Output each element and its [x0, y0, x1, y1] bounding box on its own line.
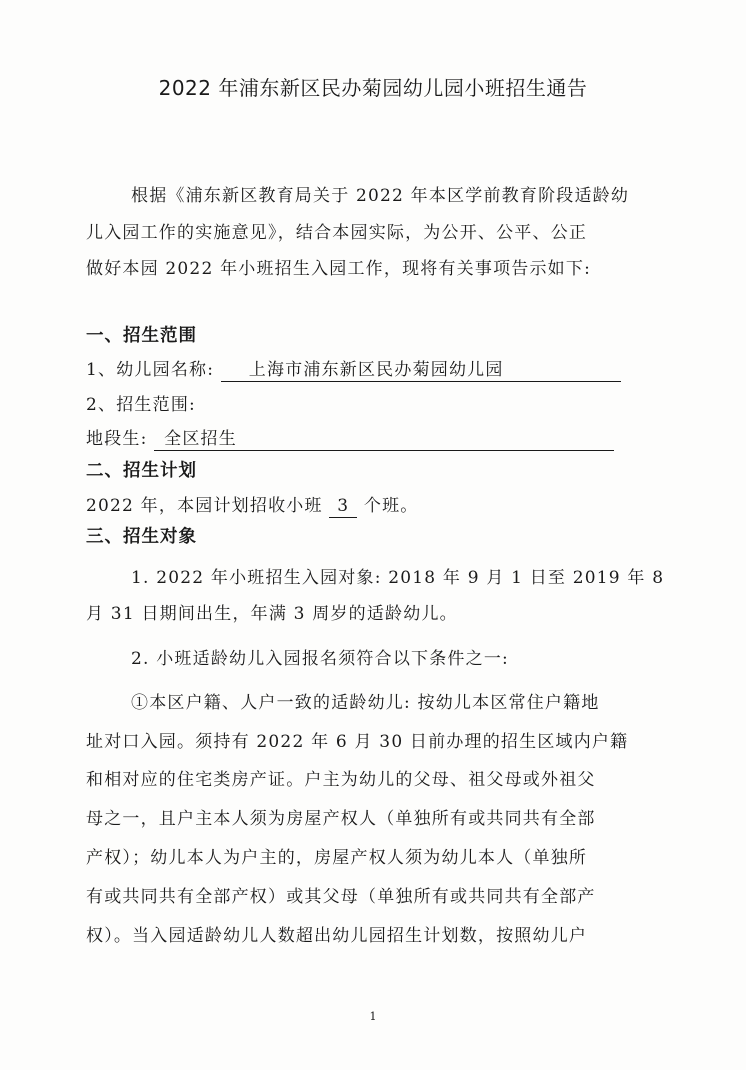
intro-line-2: 儿入园工作的实施意见》，结合本园实际，为公开、公平、公正 — [86, 223, 588, 243]
plan-suffix: 个班。 — [363, 496, 419, 516]
target-line-10: 权）。当入园适龄幼儿人数超出幼儿园招生计划数，按照幼儿户 — [86, 926, 588, 946]
target-line-8: 产权）；幼儿本人为户主的，房屋产权人须为幼儿本人（单独所 — [86, 848, 588, 868]
target-line-6: 和相对应的住宅类房产证。户主为幼儿的父母、祖父母或外祖父 — [86, 770, 596, 790]
page-title: 2022 年浦东新区民办菊园幼儿园小班招生通告 — [158, 76, 588, 100]
school-name-label: 1、幼儿园名称: — [86, 360, 215, 380]
target-line-5: 址对口入园。须持有 2022 年 6 月 30 日前办理的招生区域内户籍 — [86, 732, 629, 752]
target-line-2: 月 31 日期间出生，年满 3 周岁的适龄幼儿。 — [86, 604, 458, 624]
school-name-value: 上海市浦东新区民办菊园幼儿园 — [221, 361, 621, 382]
plan-count: 3 — [329, 497, 357, 518]
area-value: 全区招生 — [154, 430, 614, 451]
target-line-7: 母之一，且户主本人须为房屋产权人（单独所有或共同共有全部 — [86, 809, 596, 829]
intro-line-1: 根据《浦东新区教育局关于 2022 年本区学前教育阶段适龄幼 — [131, 186, 630, 206]
section-1-heading: 一、招生范围 — [86, 326, 197, 346]
target-line-3: 2. 小班适龄幼儿入园报名须符合以下条件之一: — [131, 649, 509, 669]
plan-row — [86, 491, 706, 518]
plan-prefix: 2022 年，本园计划招收小班 — [86, 496, 323, 516]
area-label: 地段生: — [86, 429, 148, 449]
section-3-heading: 三、招生对象 — [86, 527, 197, 547]
intro-line-3: 做好本园 2022 年小班招生入园工作，现将有关事项告示如下: — [86, 259, 591, 279]
target-line-4: ①本区户籍、人户一致的适龄幼儿: 按幼儿本区常住户籍地 — [131, 693, 600, 713]
section-2-heading: 二、招生计划 — [86, 461, 197, 481]
area-row — [86, 424, 706, 451]
target-line-1: 1. 2022 年小班招生入园对象: 2018 年 9 月 1 日至 2019 年 8 — [131, 568, 665, 588]
target-line-9: 有或共同共有全部产权）或其父母（单独所有或共同共有全部产 — [86, 887, 596, 907]
enrollment-scope-label: 2、招生范围: — [86, 395, 196, 415]
page-number: 1 — [369, 1010, 377, 1023]
school-name-row — [86, 355, 706, 382]
